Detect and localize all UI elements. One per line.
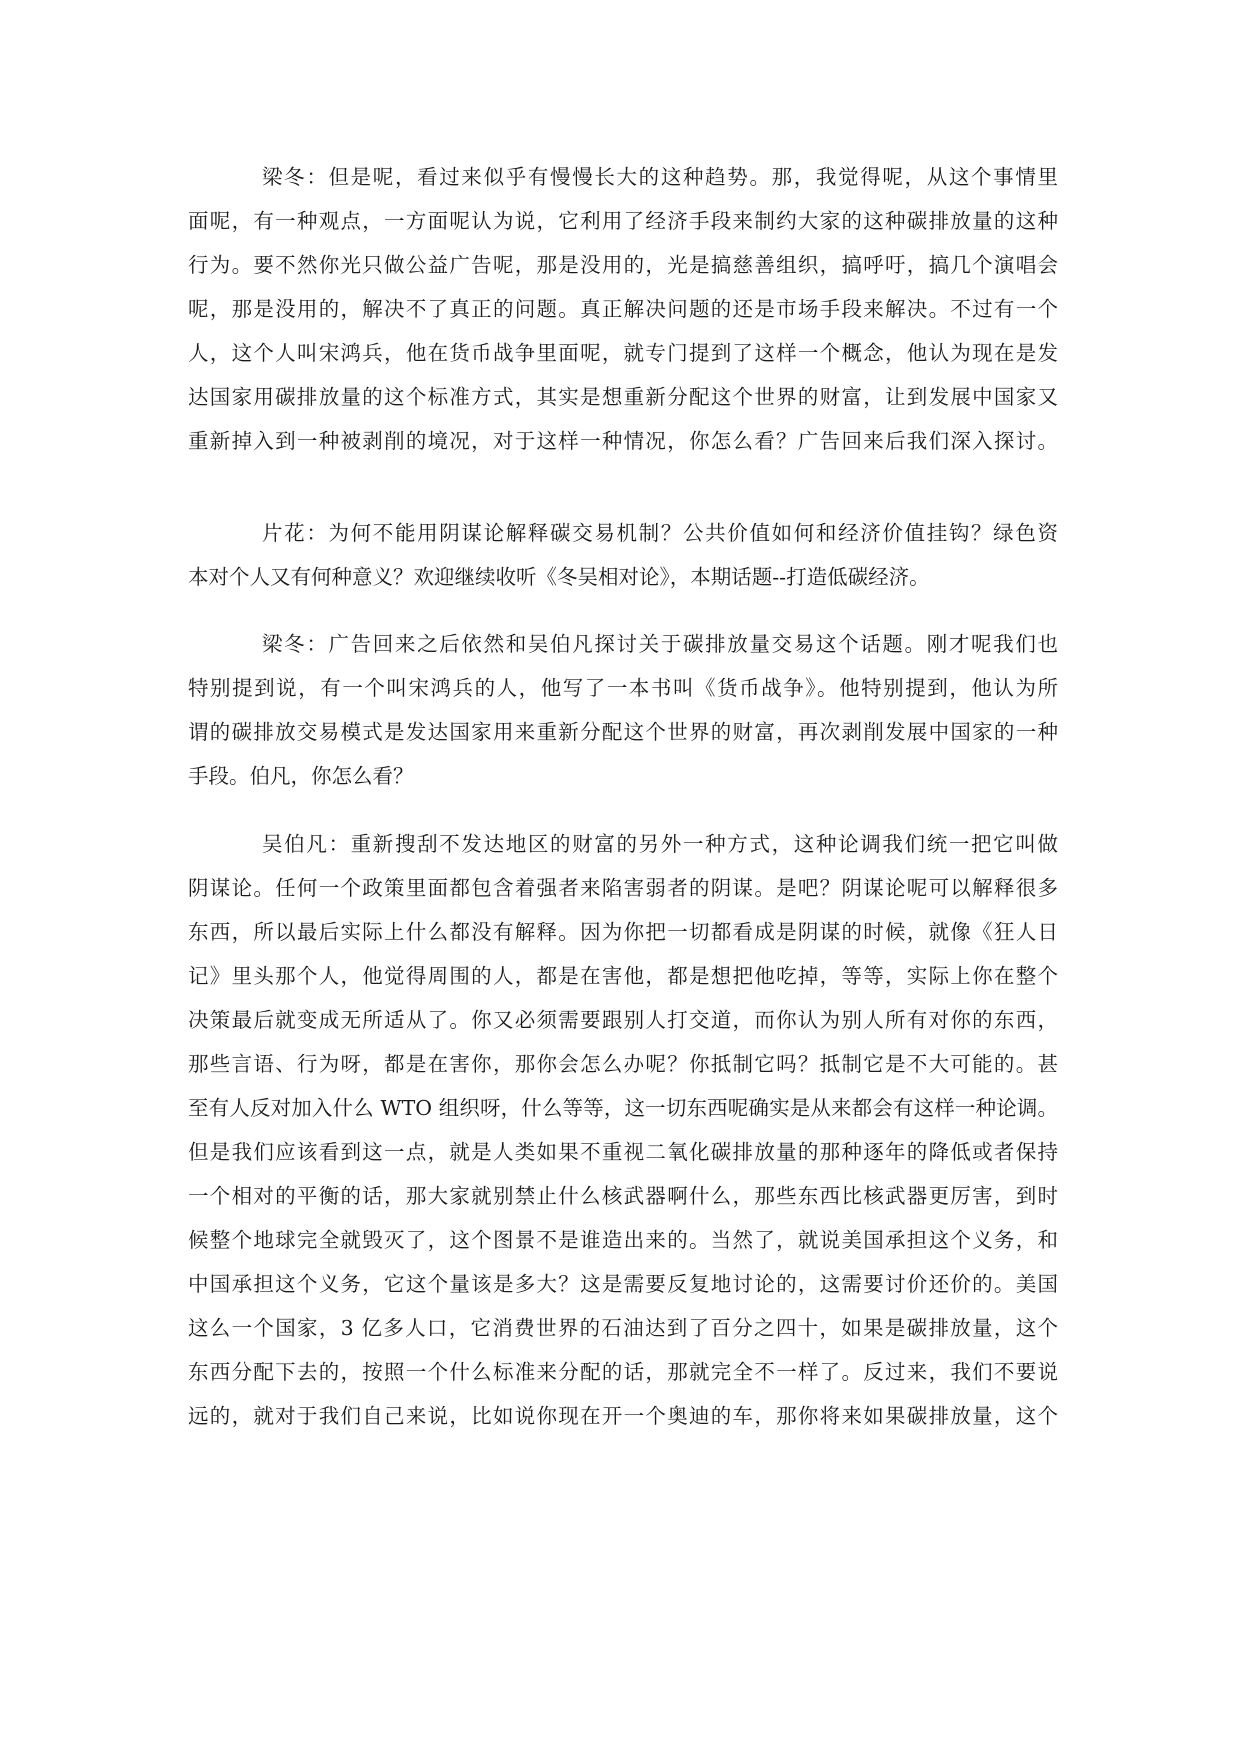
text-line: 面呢，有一种观点，一方面呢认为说，它利用了经济手段来制约大家的这种碳排放量的这种 bbox=[188, 209, 1058, 233]
text-line: 一个相对的平衡的话，那大家就别禁止什么核武器啊什么，那些东西比核武器更厉害，到时 bbox=[188, 1184, 1058, 1208]
text-line: 达国家用碳排放量的这个标准方式，其实是想重新分配这个世界的财富，让到发展中国家又 bbox=[188, 385, 1058, 409]
text-line: 东西分配下去的，按照一个什么标准来分配的话，那就完全不一样了。反过来，我们不要说 bbox=[188, 1360, 1058, 1384]
text-line: 阴谋论。任何一个政策里面都包含着强者来陷害弱者的阴谋。是吧？阴谋论呢可以解释很多 bbox=[188, 876, 1058, 900]
text-line: 重新掉入到一种被剥削的境况，对于这样一种情况，你怎么看？广告回来后我们深入探讨。 bbox=[188, 429, 1058, 453]
text-line: 至有人反对加入什么 WTO 组织呀，什么等等，这一切东西呢确实是从来都会有这样一种论调。 bbox=[188, 1096, 1058, 1120]
text-line: 手段。伯凡，你怎么看？ bbox=[188, 764, 414, 788]
text-line: 东西，所以最后实际上什么都没有解释。因为你把一切都看成是阴谋的时候，就像《狂人日 bbox=[188, 920, 1058, 944]
text-line: 吴伯凡：重新搜刮不发达地区的财富的另外一种方式，这种论调我们统一把它叫做 bbox=[262, 832, 1058, 856]
text-line: 中国承担这个义务，它这个量该是多大？这是需要反复地讨论的，这需要讨价还价的。美国 bbox=[188, 1272, 1058, 1296]
paragraph-interlude bbox=[188, 511, 1058, 599]
text-line: 那些言语、行为呀，都是在害你，那你会怎么办呢？你抵制它吗？抵制它是不大可能的。甚 bbox=[188, 1052, 1058, 1076]
text-line: 呢，那是没用的，解决不了真正的问题。真正解决问题的还是市场手段来解决。不过有一个 bbox=[188, 297, 1058, 321]
paragraph-liang-dong-2 bbox=[188, 622, 1058, 798]
text-line: 远的，就对于我们自己来说，比如说你现在开一个奥迪的车，那你将来如果碳排放量，这个 bbox=[188, 1404, 1058, 1428]
text-line: 决策最后就变成无所适从了。你又必须需要跟别人打交道，而你认为别人所有对你的东西， bbox=[188, 1008, 1058, 1032]
text-line: 但是我们应该看到这一点，就是人类如果不重视二氧化碳排放量的那种逐年的降低或者保持 bbox=[188, 1140, 1058, 1164]
text-line: 人，这个人叫宋鸿兵，他在货币战争里面呢，就专门提到了这样一个概念，他认为现在是发 bbox=[188, 341, 1058, 365]
text-line: 片花：为何不能用阴谋论解释碳交易机制？公共价值如何和经济价值挂钩？绿色资 bbox=[262, 521, 1058, 545]
paragraph-wu-bofan bbox=[188, 822, 1058, 1438]
text-line: 记》里头那个人，他觉得周围的人，都是在害他，都是想把他吃掉，等等，实际上你在整个 bbox=[188, 964, 1058, 988]
paragraph-liang-dong-1 bbox=[188, 155, 1058, 463]
text-line: 谓的碳排放交易模式是发达国家用来重新分配这个世界的财富，再次剥削发展中国家的一种 bbox=[188, 720, 1058, 744]
text-line: 梁冬：广告回来之后依然和吴伯凡探讨关于碳排放量交易这个话题。刚才呢我们也 bbox=[262, 632, 1058, 656]
text-line: 特别提到说，有一个叫宋鸿兵的人，他写了一本书叫《货币战争》。他特别提到，他认为所 bbox=[188, 676, 1058, 700]
text-line: 这么一个国家，3 亿多人口，它消费世界的石油达到了百分之四十，如果是碳排放量，这个 bbox=[188, 1316, 1058, 1340]
text-line: 行为。要不然你光只做公益广告呢，那是没用的，光是搞慈善组织，搞呼吁，搞几个演唱会 bbox=[188, 253, 1058, 277]
text-line: 候整个地球完全就毁灭了，这个图景不是谁造出来的。当然了，就说美国承担这个义务，和 bbox=[188, 1228, 1058, 1252]
text-line: 本对个人又有何种意义？欢迎继续收听《冬吴相对论》，本期话题--打造低碳经济。 bbox=[188, 565, 930, 589]
text-line: 梁冬：但是呢，看过来似乎有慢慢长大的这种趋势。那，我觉得呢，从这个事情里 bbox=[262, 165, 1058, 189]
